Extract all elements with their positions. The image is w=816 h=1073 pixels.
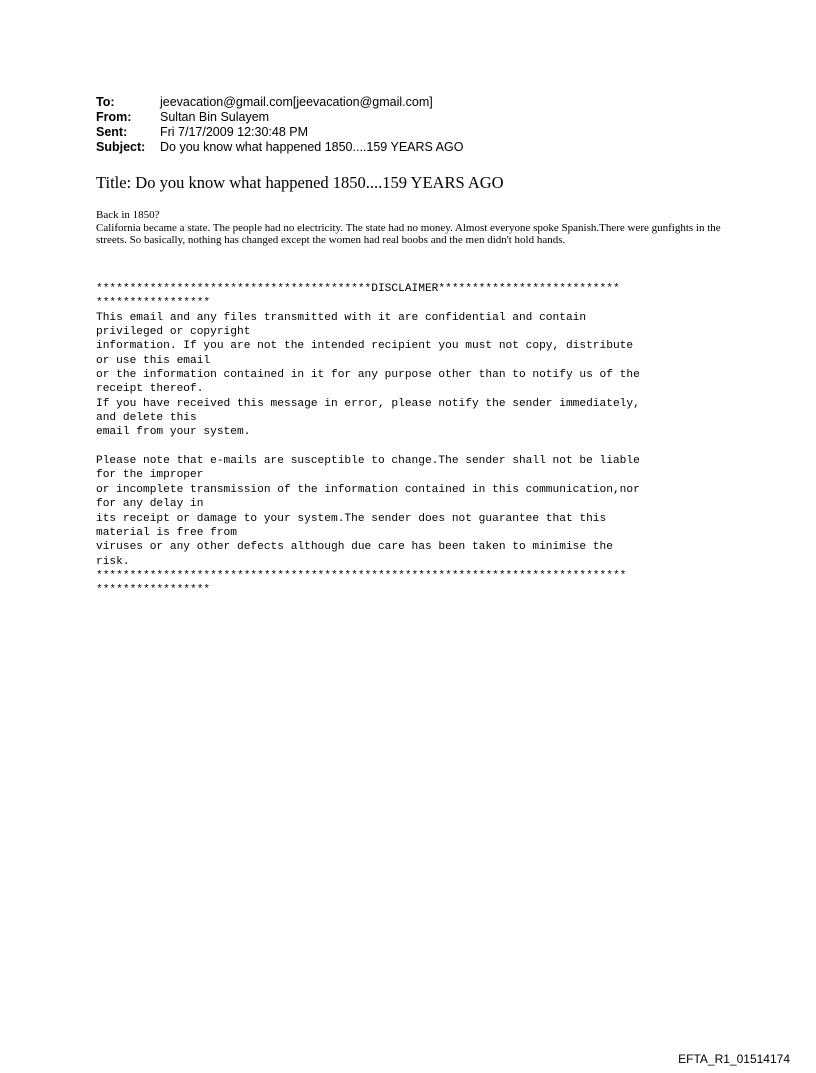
subject-row (96, 140, 463, 155)
from-value: Sultan Bin Sulayem (160, 110, 270, 124)
disclaimer-line: viruses or any other defects although due care has been taken to minimise the (96, 541, 613, 554)
to-value: jeevacation@gmail.com[jeevacation@gmail.com] (160, 95, 433, 109)
document-id-footer: EFTA_R1_01514174 (678, 1052, 790, 1066)
body-intro: Back in 1850? (96, 209, 160, 221)
disclaimer-line: email from your system. (96, 426, 251, 439)
disclaimer-line: or use this email (96, 354, 211, 367)
message-body (96, 209, 726, 247)
disclaimer-line: risk. (96, 555, 130, 568)
disclaimer-line: for the improper (96, 469, 204, 482)
sent-value: Fri 7/17/2009 12:30:48 PM (160, 125, 309, 139)
disclaimer-line: This email and any files transmitted with it are confidential and contain (96, 311, 587, 324)
from-row (96, 110, 463, 125)
disclaimer-bottom-rule-continued: ***************** (96, 584, 211, 597)
email-header (96, 95, 463, 155)
disclaimer-line: its receipt or damage to your system.The sender does not guarantee that this (96, 512, 607, 525)
to-row (96, 95, 463, 110)
disclaimer-line: information. If you are not the intended recipient you must not copy, distribute (96, 340, 634, 353)
disclaimer-bottom-rule: ******************************************************************************* (96, 569, 627, 582)
sent-label: Sent: (96, 125, 128, 139)
body-paragraph: California became a state. The people had no electricity. The state had no money. Almost everyone spoke Spanish.There were gunfights in the streets. So basically, nothing has changed except the women had real boobs and the men didn't hold hands. (96, 221, 721, 247)
disclaimer-spacer (96, 440, 736, 454)
subject-value: Do you know what happened 1850....159 YEARS AGO (160, 140, 464, 154)
disclaimer-top-rule-continued: ***************** (96, 297, 211, 310)
disclaimer-line: or incomplete transmission of the information contained in this communication,nor (96, 483, 640, 496)
disclaimer-line: for any delay in (96, 498, 204, 511)
message-title: Title: Do you know what happened 1850....159 YEARS AGO (96, 173, 504, 192)
disclaimer-line: If you have received this message in error, please notify the sender immediately, (96, 397, 640, 410)
sent-row (96, 125, 463, 140)
disclaimer-line: and delete this (96, 412, 197, 425)
disclaimer-line: Please note that e-mails are susceptible to change.The sender shall not be liable (96, 455, 640, 468)
disclaimer-line: receipt thereof. (96, 383, 204, 396)
disclaimer-line: privileged or copyright (96, 326, 251, 339)
disclaimer-block (96, 282, 736, 598)
to-label: To: (96, 95, 115, 109)
subject-label: Subject: (96, 140, 146, 154)
from-label: From: (96, 110, 132, 124)
disclaimer-top-rule: *****************************************DISCLAIMER*************************** (96, 283, 620, 295)
disclaimer-line: material is free from (96, 526, 237, 539)
disclaimer-line: or the information contained in it for any purpose other than to notify us of the (96, 369, 640, 382)
